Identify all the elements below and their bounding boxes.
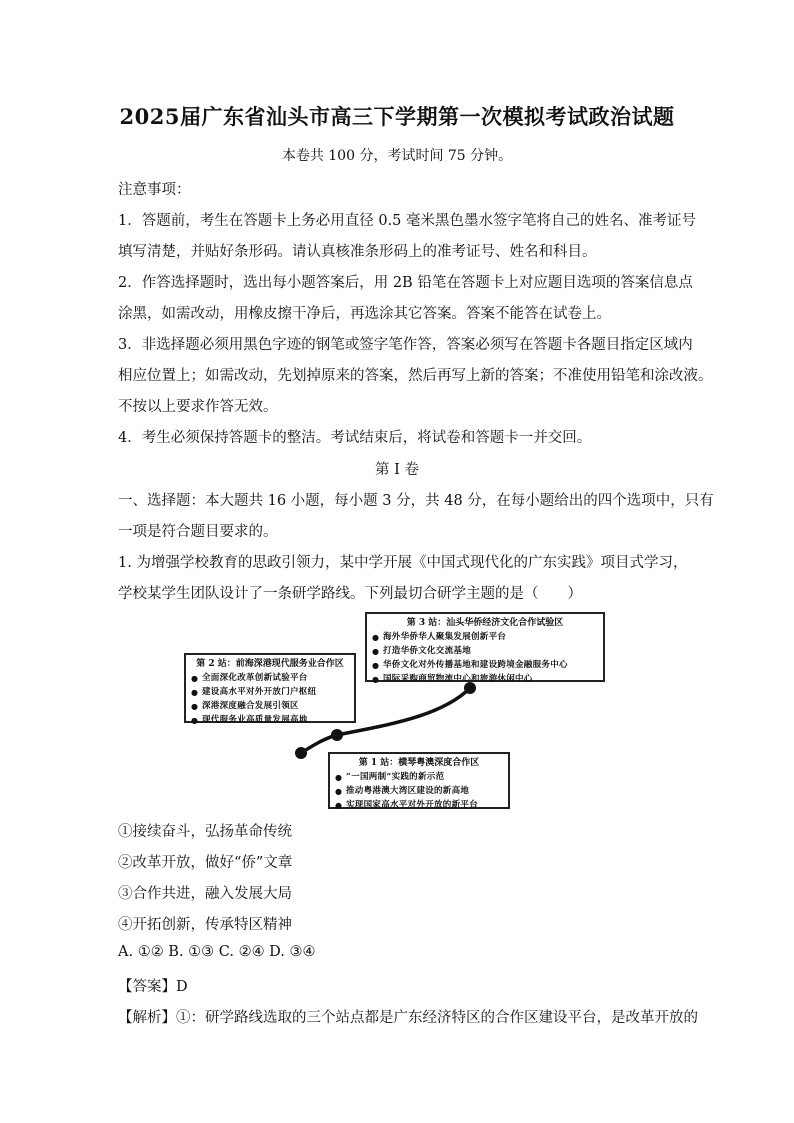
study-route-figure [180, 608, 620, 813]
station-3-item: ● 华侨文化对外传播基地和建设跨境金融服务中心 [383, 658, 599, 672]
question-stem-line: 学校某学生团队设计了一条研学路线。下列最切合研学主题的是（ ） [118, 586, 582, 602]
section-title: 第 I 卷 [375, 462, 419, 478]
notice-line: 1．答题前，考生在答题卡上务必用直径 0.5 毫米黑色墨水签字笔将自己的姓名、准考证号 [118, 213, 696, 229]
notice-line: 相应位置上；如需改动，先划掉原来的答案，然后再写上新的答案；不准使用铅笔和涂改液。 [118, 368, 713, 384]
station-2-item: ● 深港深度融合发展引领区 [202, 699, 350, 713]
station-3-item: ● 打造华侨文化交流基地 [383, 644, 599, 658]
notice-line: 不按以上要求作答无效。 [118, 399, 278, 415]
notice-line: 2．作答选择题时，选出每小题答案后，用 2B 铅笔在答题卡上对应题目选项的答案信息点 [118, 275, 693, 291]
station-2-item: ● 全面深化改革创新试验平台 [202, 671, 350, 685]
station-3-title: 第 3 站：汕头华侨经济文化合作试验区 [406, 618, 564, 628]
answer: 【答案】D [118, 979, 188, 995]
station-2-box [184, 653, 356, 723]
station-3-item: ● 海外华侨华人聚集发展创新平台 [383, 630, 599, 644]
route-stop-2 [331, 729, 343, 741]
exam-info: 本卷共 100 分，考试时间 75 分钟。 [281, 148, 513, 164]
station-3-box [365, 612, 605, 682]
option-item: ③合作共进，融入发展大局 [118, 886, 292, 902]
station-1-item: ● 实现国家高水平对外开放的新平台 [346, 798, 504, 812]
route-stop-1 [295, 747, 307, 759]
notice-line: 4．考生必须保持答题卡的整洁。考试结束后，将试卷和答题卡一并交回。 [118, 430, 592, 446]
option-item: ④开拓创新，传承特区精神 [118, 917, 292, 933]
station-2-title: 第 2 站：前海深港现代服务业合作区 [196, 659, 344, 669]
notice-heading: 注意事项： [118, 182, 191, 198]
notice-line: 涂黑，如需改动，用橡皮擦干净后，再选涂其它答案。答案不能答在试卷上。 [118, 306, 611, 322]
analysis: 【解析】①：研学路线选取的三个站点都是广东经济特区的合作区建设平台，是改革开放的 [118, 1010, 698, 1026]
answer-choices: A. ①② B. ①③ C. ②④ D. ③④ [118, 944, 316, 960]
section-intro-line: 一项是符合题目要求的。 [118, 524, 278, 540]
station-3-item: ● 国际采购商贸物流中心和旅游休闲中心 [383, 672, 599, 686]
station-2-item: ● 建设高水平对外开放门户枢纽 [202, 685, 350, 699]
notice-line: 填写清楚，并贴好条形码。请认真核准条形码上的准考证号、姓名和科目。 [118, 244, 597, 260]
station-1-item: ● “一国两制”实践的新示范 [346, 770, 504, 784]
station-1-box [328, 752, 510, 809]
page-title: 2025届广东省汕头市高三下学期第一次模拟考试政治试题 [119, 104, 675, 129]
station-2-item: ● 现代服务业高质量发展高地 [202, 713, 350, 727]
station-1-item: ● 推动粤港澳大湾区建设的新高地 [346, 784, 504, 798]
section-intro-line: 一、选择题：本大题共 16 小题，每小题 3 分，共 48 分，在每小题给出的四个选项中，只有 [118, 493, 714, 509]
notice-line: 3．非选择题必须用黑色字迹的钢笔或签字笔作答，答案必须写在答题卡各题目指定区域内 [118, 337, 693, 353]
station-1-title: 第 1 站：横琴粤澳深度合作区 [358, 758, 480, 768]
question-stem-line: 1. 为增强学校教育的思政引领力，某中学开展《中国式现代化的广东实践》项目式学习， [118, 555, 688, 571]
option-item: ②改革开放，做好“侨”文章 [118, 855, 293, 871]
option-item: ①接续奋斗，弘扬革命传统 [118, 824, 292, 840]
